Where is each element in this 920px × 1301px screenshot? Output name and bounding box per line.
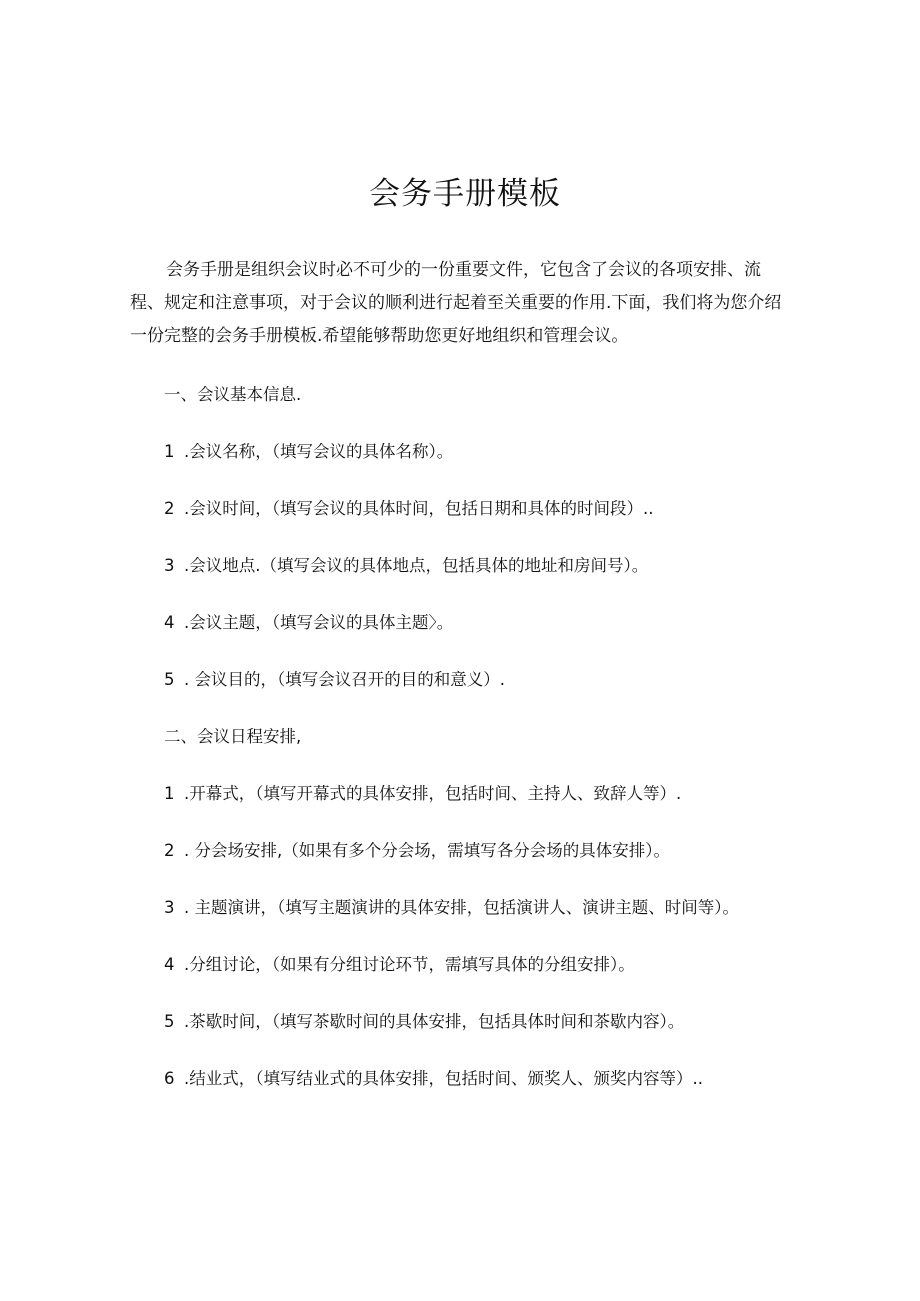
list-item-text: . 会议目的，（填写会议召开的目的和意义）. <box>184 670 505 689</box>
intro-line: 一份完整的会务手册模板.希望能够帮助您更好地组织和管理会议。 <box>130 326 629 346</box>
section-heading-basic-info: 一、会议基本信息. <box>164 385 302 404</box>
section-heading-schedule: 二、会议日程安排, <box>164 727 302 746</box>
list-item-text: .分组讨论，（如果有分组讨论环节，需填写具体的分组安排）。 <box>184 955 635 974</box>
list-item <box>164 609 453 637</box>
list-item-number: 4 <box>164 613 175 632</box>
list-item-text: .会议地点.（填写会议的具体地点，包括具体的地址和房间号）。 <box>184 556 649 575</box>
list-item <box>164 837 670 865</box>
list-item-number: 5 <box>164 670 175 689</box>
list-item-number: 4 <box>164 955 175 974</box>
list-item-text: .茶歇时间，（填写茶歇时间的具体安排，包括具体时间和茶歇内容）。 <box>184 1012 685 1031</box>
list-item-number: 2 <box>164 499 175 518</box>
list-item <box>164 951 635 979</box>
list-item <box>164 495 654 523</box>
list-item <box>164 894 739 922</box>
list-item-number: 5 <box>164 1012 175 1031</box>
list-item <box>164 1065 703 1093</box>
list-item-number: 6 <box>164 1069 175 1088</box>
list-item-number: 1 <box>164 442 175 461</box>
list-item-number: 3 <box>164 556 175 575</box>
list-item-text: . 主题演讲，（填写主题演讲的具体安排，包括演讲人、演讲主题、时间等）。 <box>184 898 739 917</box>
list-item-text: .会议名称，（填写会议的具体名称）。 <box>184 442 454 461</box>
list-item-number: 2 <box>164 841 175 860</box>
list-item <box>164 552 648 580</box>
list-item-text: .结业式，（填写结业式的具体安排，包括时间、颁奖人、颁奖内容等）.. <box>184 1069 703 1088</box>
list-item-text: .会议主题，（填写会议的具体主题〉。 <box>184 613 454 632</box>
list-item <box>164 666 505 694</box>
list-item-text: .开幕式，（填写开幕式的具体安排，包括时间、主持人、致辞人等）. <box>184 784 682 803</box>
list-item <box>164 1008 684 1036</box>
list-item <box>164 780 681 808</box>
intro-paragraph <box>130 254 790 353</box>
document-title: 会务手册模板 <box>369 176 561 212</box>
list-item-number: 3 <box>164 898 175 917</box>
list-item-text: .会议时间，（填写会议的具体时间，包括日期和具体的时间段）.. <box>184 499 654 518</box>
intro-line: 会务手册是组织会议时必不可少的一份重要文件，它包含了会议的各项安排、流 <box>166 260 761 280</box>
list-item-text: . 分会场安排,（如果有多个分会场，需填写各分会场的具体安排）。 <box>184 841 670 860</box>
intro-line: 程、规定和注意事项，对于会议的顺利进行起着至关重要的作用.下面，我们将为您介绍 <box>130 293 782 313</box>
list-item <box>164 438 453 466</box>
list-item-number: 1 <box>164 784 175 803</box>
